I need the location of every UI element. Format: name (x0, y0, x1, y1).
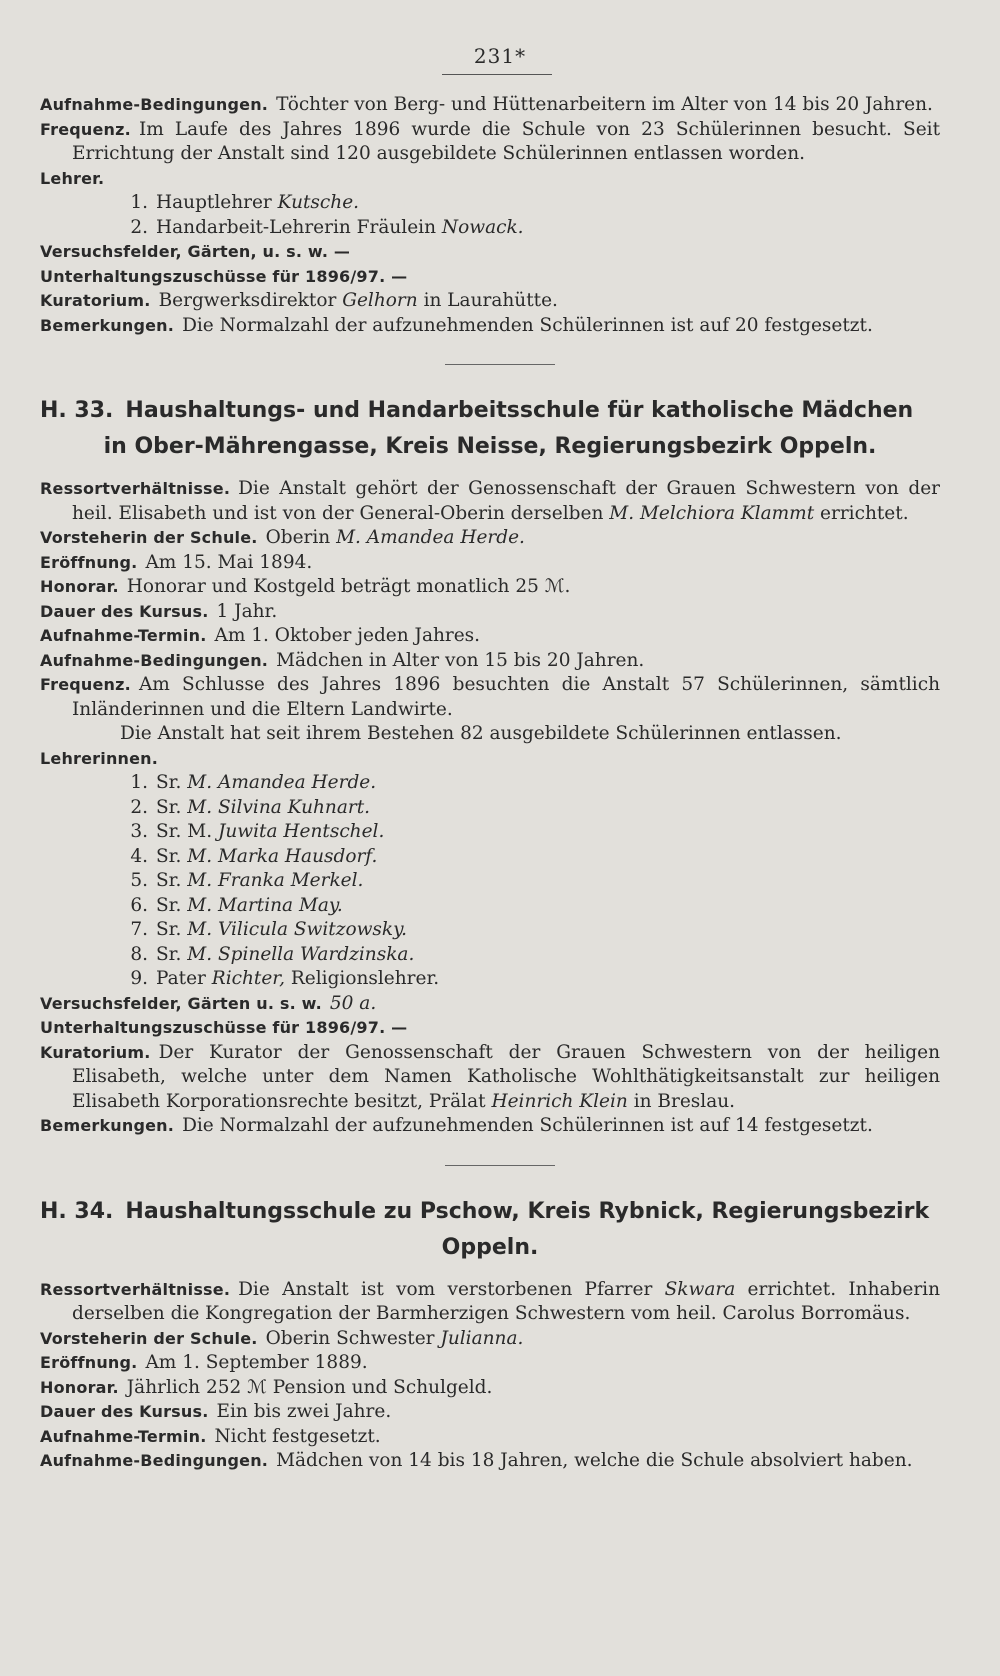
entry-vorsteherin: Vorsteherin der Schule. Oberin M. Amandea Herde. (40, 527, 525, 548)
list-item: 1. Sr. M. Amandea Herde. (130, 772, 377, 793)
list-item: 9. Pater Richter, Religionslehrer. (130, 968, 440, 989)
list-item: 3. Sr. M. Juwita Hentschel. (130, 821, 385, 842)
entry-dauer: Dauer des Kursus. 1 Jahr. (40, 600, 278, 622)
entry-versuchsfelder: Versuchsfelder, Gärten, u. s. w. — (40, 242, 351, 261)
list-item: 5. Sr. M. Franka Merkel. (130, 870, 364, 891)
entry-honorar: Honorar. Honorar und Kostgeld beträgt monatlich 25 ℳ. (40, 576, 571, 597)
section-previous (40, 93, 940, 338)
entry-frequenz-note: Die Anstalt hat seit ihrem Bestehen 82 ausgebildete Schülerinnen entlassen. (120, 723, 842, 744)
entry-unterhaltung: Unterhaltungszuschüsse für 1896/97. — (40, 1018, 408, 1037)
entry-frequenz: Frequenz. Im Laufe des Jahres 1896 wurde die Schule von 23 Schülerinnen besucht. Seit Errichtung der Anstalt sind 120 ausgebildete Schülerinnen entlassen worden. (40, 118, 940, 164)
header-rule (442, 74, 552, 75)
list-item: 1. Hauptlehrer Kutsche. (130, 192, 360, 213)
entry-kuratorium: Kuratorium. Der Kurator der Genossenschaft der Grauen Schwestern von der heiligen Elisabeth, welche unter dem Namen Katholische Wohlthätigkeitsanstalt zur heiligen Elisabeth Korporationsrechte besitzt, Prälat Heinrich Klein in Breslau. (40, 1041, 940, 1112)
entry-bemerkungen: Bemerkungen. Die Normalzahl der aufzunehmenden Schülerinnen ist auf 20 festgesetzt. (40, 314, 873, 336)
entry-versuchsfelder: Versuchsfelder, Gärten u. s. w. 50 a. (40, 992, 377, 1014)
list-item: 6. Sr. M. Martina May. (130, 894, 343, 916)
lehrer-list (40, 191, 940, 240)
entry-aufnahme-bedingungen: Aufnahme-Bedingungen. Mädchen in Alter von 15 bis 20 Jahren. (40, 649, 645, 671)
list-item: 8. Sr. M. Spinella Wardzinska. (130, 943, 415, 965)
entry-bemerkungen: Bemerkungen. Die Normalzahl der aufzunehmenden Schülerinnen ist auf 14 festgesetzt. (40, 1115, 873, 1136)
section-heading: H. 34. Haushaltungsschule zu Pschow, Kreis Rybnick, Regierungsbezirk Oppeln. (40, 1198, 930, 1260)
entry-frequenz: Frequenz. Am Schlusse des Jahres 1896 besuchten die Anstalt 57 Schülerinnen, sämtlich Inländerinnen und die Eltern Landwirte. (40, 674, 940, 720)
section-h34 (40, 1194, 940, 1474)
list-item: 7. Sr. M. Vilicula Switzowsky. (130, 919, 408, 940)
section-heading: H. 33. Haushaltungs- und Handarbeitsschule für katholische Mädchen in Ober-Mährengasse, Kreis Neisse, Regierungsbezirk Oppeln. (40, 398, 914, 459)
entry-lehrerinnen: Lehrerinnen. (40, 748, 159, 768)
entry-aufnahme-bedingungen: Aufnahme-Bedingungen. Töchter von Berg- und Hüttenarbeitern im Alter von 14 bis 20 Jahren. (40, 94, 933, 115)
entry-honorar: Honorar. Jährlich 252 ℳ Pension und Schulgeld. (40, 1376, 493, 1398)
entry-aufnahme-termin: Aufnahme-Termin. Nicht festgesetzt. (40, 1425, 381, 1447)
entry-lehrer: Lehrer. (40, 168, 105, 188)
section-divider (445, 364, 555, 365)
list-item: 2. Handarbeit-Lehrerin Fräulein Nowack. (130, 216, 524, 238)
entry-ressortverhaeltnisse: Ressortverhältnisse. Die Anstalt ist vom verstorbenen Pfarrer Skwara errichtet. Inhaberin derselben die Kongregation der Barmherzigen Schwestern vom heil. Carolus Borromäus. (40, 1278, 940, 1324)
entry-unterhaltung: Unterhaltungszuschüsse für 1896/97. — (40, 266, 408, 286)
page-number: 231* (473, 44, 527, 68)
entry-kuratorium: Kuratorium. Bergwerksdirektor Gelhorn in Laurahütte. (40, 290, 558, 311)
list-item: 2. Sr. M. Silvina Kuhnart. (130, 796, 371, 818)
entry-aufnahme-bedingungen: Aufnahme-Bedingungen. Mädchen von 14 bis 18 Jahren, welche die Schule absolviert haben. (40, 1450, 913, 1471)
section-divider (445, 1165, 555, 1166)
entry-vorsteherin: Vorsteherin der Schule. Oberin Schwester Julianna. (40, 1327, 524, 1349)
section-h33 (40, 393, 940, 1139)
entry-eroeffnung: Eröffnung. Am 15. Mai 1894. (40, 551, 313, 573)
list-item: 4. Sr. M. Marka Hausdorf. (130, 845, 378, 867)
lehrerinnen-list (40, 771, 940, 992)
entry-dauer: Dauer des Kursus. Ein bis zwei Jahre. (40, 1401, 392, 1422)
entry-ressortverhaeltnisse: Ressortverhältnisse. Die Anstalt gehört der Genossenschaft der Grauen Schwestern von der heil. Elisabeth und ist von der General-Oberin derselben M. Melchiora Klammt errichtet. (40, 478, 940, 524)
entry-aufnahme-termin: Aufnahme-Termin. Am 1. Oktober jeden Jahres. (40, 625, 481, 646)
entry-eroeffnung: Eröffnung. Am 1. September 1889. (40, 1352, 368, 1373)
